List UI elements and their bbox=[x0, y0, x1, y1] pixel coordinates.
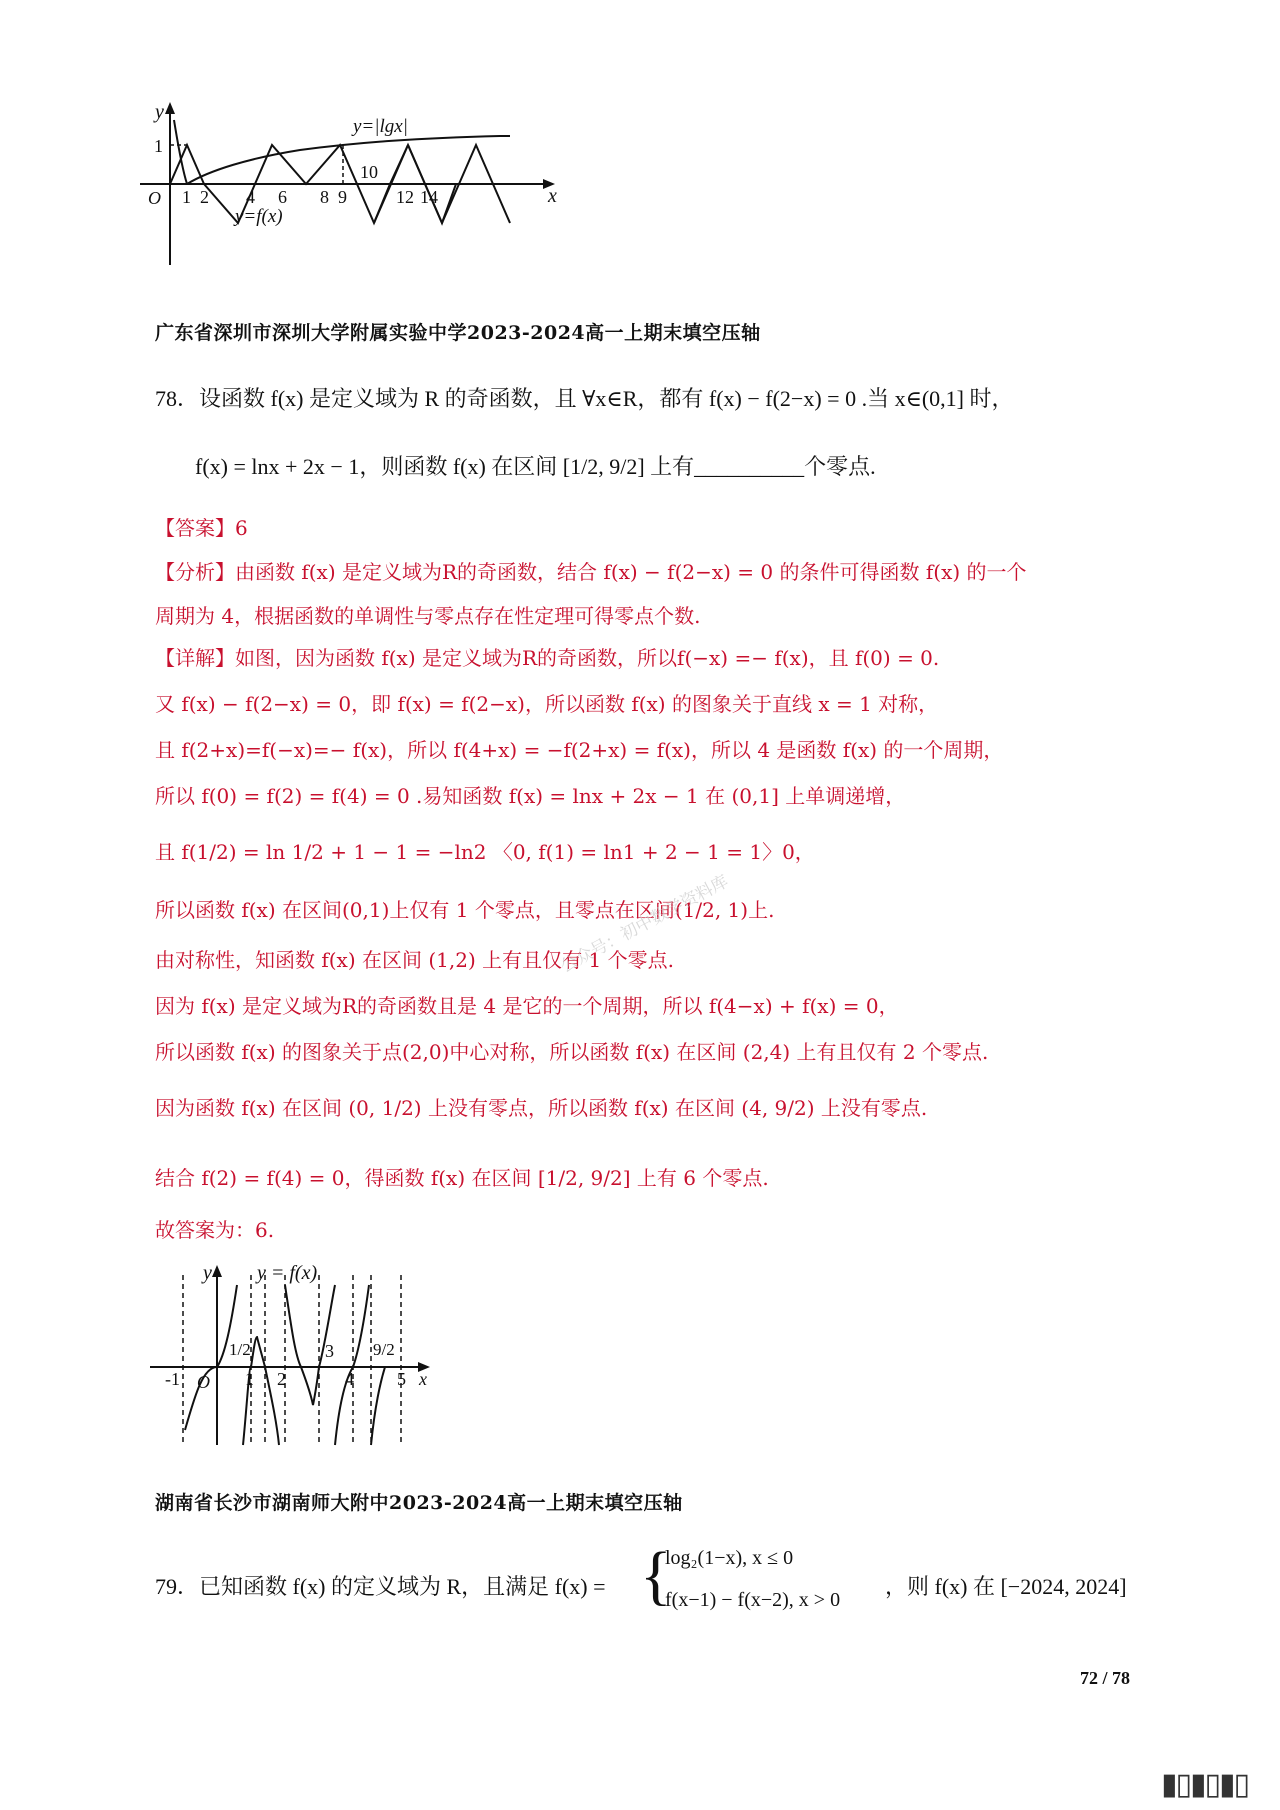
x-tick-8: 8 bbox=[320, 187, 329, 207]
problem78-line1: 78．设函数 f(x) 是定义域为 R 的奇函数，且 ∀x∈R，都有 f(x) − f(2−x) = 0 .当 x∈(0,1] 时， bbox=[155, 386, 1014, 411]
x-tick-6: 6 bbox=[278, 187, 287, 207]
x-tick-4: 4 bbox=[345, 1369, 354, 1389]
problem79-text-b: ，则 f(x) 在 [−2024, 2024] bbox=[885, 1574, 1127, 1599]
x-tick-10: 10 bbox=[360, 162, 378, 182]
problem78-line2: f(x) = lnx + 2x − 1，则函数 f(x) 在区间 [1/2, 9/2] 上有__________个零点. bbox=[195, 454, 876, 479]
detail-line3: 且 f(2+x)=f(−x)=− f(x)，所以 f(4+x) = −f(2+x) = f(x)，所以 4 是函数 f(x) 的一个周期， bbox=[155, 738, 1004, 762]
dashed-verticals bbox=[183, 1275, 401, 1445]
x-tick-9: 9 bbox=[338, 187, 347, 207]
detail-line8: 因为 f(x) 是定义域为R的奇函数且是 4 是它的一个周期，所以 f(4−x) + f(x) = 0， bbox=[155, 994, 899, 1018]
detail-line5: 且 f(1/2) = ln 1/2 + 1 − 1 = −ln2 〈0, f(1) = ln1 + 2 − 1 = 1〉0， bbox=[155, 840, 815, 864]
detail-line1: 【详解】如图，因为函数 f(x) 是定义域为R的奇函数，所以f(−x) =− f(x)，且 f(0) = 0. bbox=[155, 646, 940, 670]
x-tick-1: 1 bbox=[182, 187, 191, 207]
x-tick-2: 2 bbox=[277, 1369, 286, 1389]
x-tick-minus1: -1 bbox=[165, 1369, 180, 1389]
problem79-source: 湖南省长沙市湖南师大附中2023-2024高一上期末填空压轴 bbox=[155, 1492, 683, 1514]
detail-line2: 又 f(x) − f(2−x) = 0，即 f(x) = f(2−x)，所以函数 f(x) 的图象关于直线 x = 1 对称， bbox=[155, 692, 939, 716]
piecewise-brace: { bbox=[640, 1539, 672, 1612]
analysis-line2: 周期为 4，根据函数的单调性与零点存在性定理可得零点个数. bbox=[155, 604, 701, 628]
detail-line6: 所以函数 f(x) 在区间(0,1)上仅有 1 个零点，且零点在区间(1/2, 1)上. bbox=[155, 898, 775, 922]
figure-periodic-graph bbox=[145, 1255, 445, 1455]
detail-line4: 所以 f(0) = f(2) = f(4) = 0 .易知函数 f(x) = lnx + 2x − 1 在 (0,1] 上单调递增， bbox=[155, 784, 906, 808]
x-tick-12: 12 bbox=[396, 187, 414, 207]
x-axis-label: x bbox=[548, 185, 557, 207]
problem79-text-a: 79．已知函数 f(x) 的定义域为 R，且满足 f(x) = bbox=[155, 1574, 606, 1599]
x-tick-14: 14 bbox=[420, 187, 438, 207]
f-curve-label: y=f(x) bbox=[235, 206, 283, 227]
origin-label: O bbox=[197, 1372, 210, 1392]
toolbar-glyph: ▮▯▮▯▮▯ bbox=[1160, 1767, 1248, 1802]
x-tick-4: 4 bbox=[246, 187, 255, 207]
detail-line12: 故答案为：6. bbox=[155, 1218, 275, 1242]
x-axis-label: x bbox=[419, 1369, 427, 1389]
origin-label: O bbox=[148, 188, 161, 208]
y-axis-arrow bbox=[212, 1265, 222, 1277]
y-axis-arrow bbox=[165, 102, 175, 114]
detail-line10: 因为函数 f(x) 在区间 (0, 1/2) 上没有零点，所以函数 f(x) 在区间 (4, 9/2) 上没有零点. bbox=[155, 1096, 928, 1120]
y-axis-label: y bbox=[203, 1262, 212, 1284]
tick-nine-half: 9/2 bbox=[373, 1340, 395, 1359]
problem78-source: 广东省深圳市深圳大学附属实验中学2023-2024高一上期末填空压轴 bbox=[155, 322, 761, 344]
x-tick-2: 2 bbox=[200, 187, 209, 207]
piecewise-case1: log₂(1−x), x ≤ 0 bbox=[665, 1547, 794, 1569]
piecewise-case2: f(x−1) − f(x−2), x > 0 bbox=[665, 1589, 841, 1611]
detail-line7: 由对称性，知函数 f(x) 在区间 (1,2) 上有且仅有 1 个零点. bbox=[155, 948, 674, 972]
page-number: 72 / 78 bbox=[1079, 1668, 1130, 1688]
tick-three: 3 bbox=[325, 1341, 334, 1361]
lgx-left-branch bbox=[174, 120, 187, 184]
y-axis-label: y bbox=[155, 101, 164, 123]
x-tick-1: 1 bbox=[245, 1369, 254, 1389]
detail-line9: 所以函数 f(x) 的图象关于点(2,0)中心对称，所以函数 f(x) 在区间 (2,4) 上有且仅有 2 个零点. bbox=[155, 1040, 989, 1064]
x-tick-5: 5 bbox=[397, 1369, 406, 1389]
detail-line11: 结合 f(2) = f(4) = 0，得函数 f(x) 在区间 [1/2, 9/2] 上有 6 个零点. bbox=[155, 1166, 769, 1190]
analysis-line1: 【分析】由函数 f(x) 是定义域为R的奇函数，结合 f(x) − f(2−x) = 0 的条件可得函数 f(x) 的一个 bbox=[155, 560, 1027, 584]
func-label: y = f(x) bbox=[257, 1262, 318, 1284]
watermark: 公众号：初中数学资料库 bbox=[557, 871, 732, 978]
figure-lgx-graph bbox=[150, 100, 580, 270]
lgx-curve-label: y=|lgx| bbox=[353, 116, 408, 137]
answer: 【答案】6 bbox=[155, 516, 248, 540]
tick-half: 1/2 bbox=[229, 1340, 251, 1359]
y-tick-1: 1 bbox=[154, 136, 163, 156]
